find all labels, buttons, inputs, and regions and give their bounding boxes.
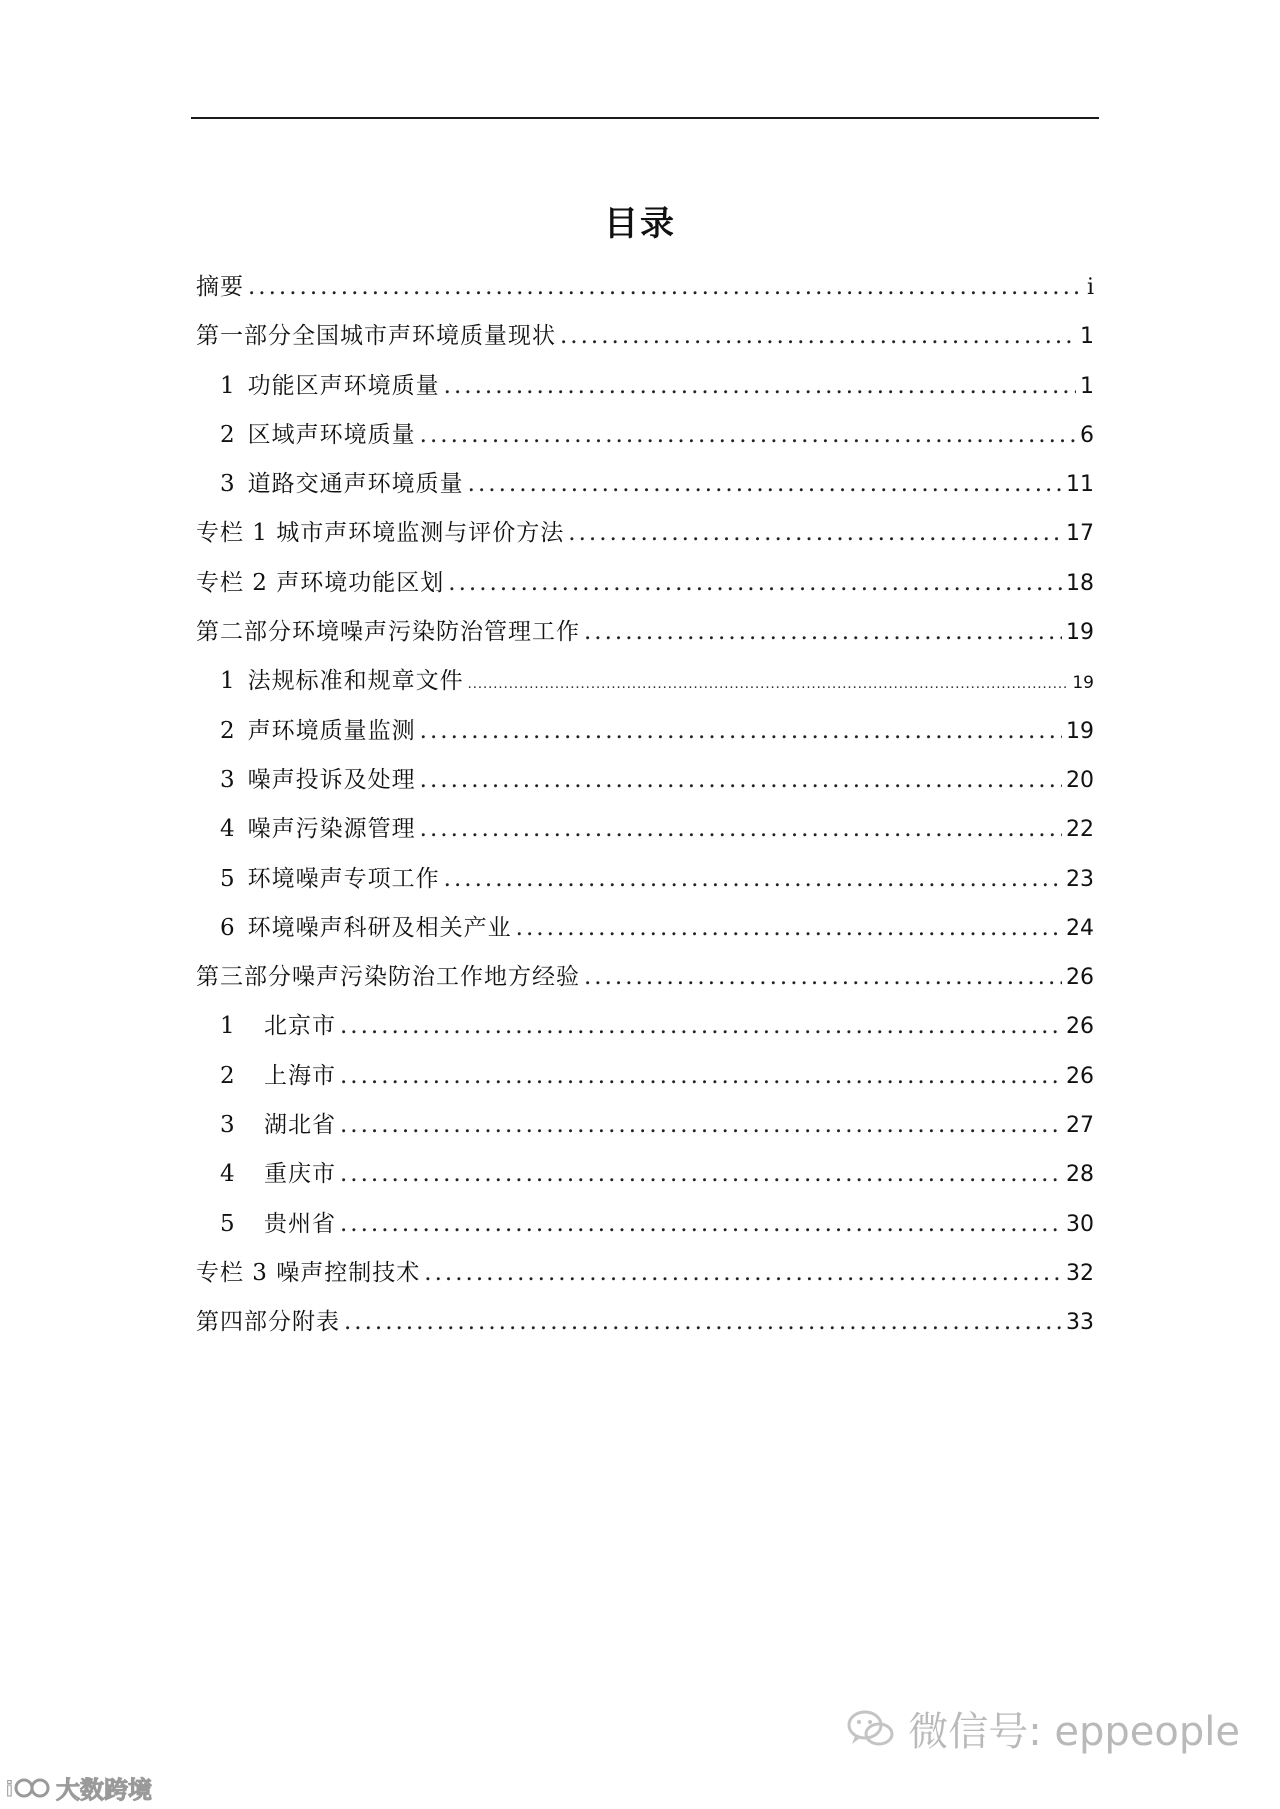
toc-dot-leader — [444, 863, 1062, 895]
toc-page-number: 26 — [1066, 1014, 1094, 1040]
toc-page-number: 27 — [1066, 1113, 1094, 1139]
toc-entry-label: 第二部分环境噪声污染防治管理工作 — [196, 619, 580, 646]
toc-page-number: 33 — [1066, 1310, 1094, 1336]
toc-page-number: 6 — [1080, 422, 1094, 448]
toc-dot-leader — [344, 1306, 1062, 1338]
toc-page-number: 19 — [1072, 673, 1094, 694]
toc-entry[interactable] — [196, 468, 1094, 517]
toc-entry[interactable] — [196, 616, 1094, 665]
toc-entry[interactable] — [196, 1060, 1094, 1109]
toc-entry-label — [264, 1060, 336, 1092]
toc-entry-text: 上海市 — [264, 1062, 336, 1089]
table-of-contents — [196, 271, 1094, 1356]
toc-entry[interactable] — [196, 370, 1094, 419]
toc-dot-leader — [468, 468, 1062, 500]
toc-entry-label: 专栏 2 声环境功能区划 — [196, 569, 445, 596]
toc-entry-text: 贵州省 — [264, 1210, 336, 1237]
toc-entry-text: 法规标准和规章文件 — [247, 668, 464, 695]
toc-dot-leader — [248, 271, 1083, 303]
toc-page-number: 20 — [1066, 767, 1094, 793]
toc-entry-label — [196, 370, 440, 402]
toc-page-number: i — [1086, 275, 1094, 300]
brand-logo — [6, 1770, 152, 1805]
toc-entry[interactable] — [196, 271, 1094, 320]
toc-dot-leader — [444, 370, 1076, 402]
toc-page-number: 1 — [1080, 324, 1094, 350]
toc-entry-number: 3 — [220, 471, 236, 498]
toc-dot-leader — [420, 764, 1062, 796]
toc-page-number: 18 — [1066, 570, 1094, 596]
toc-entry[interactable] — [196, 813, 1094, 862]
toc-dot-leader — [560, 320, 1076, 352]
toc-page-number: 11 — [1066, 472, 1094, 498]
toc-dot-leader — [420, 715, 1062, 747]
toc-entry-number: 3 — [220, 766, 236, 793]
toc-entry-label — [196, 863, 440, 895]
wechat-icon — [846, 1709, 896, 1749]
brand-logo-text: 大数跨境 — [56, 1776, 152, 1804]
toc-entry-text: 道路交通声环境质量 — [247, 471, 464, 498]
svg-text:i: i — [6, 1776, 13, 1801]
toc-entry-number: 2 — [220, 421, 236, 448]
toc-page-number: 19 — [1066, 620, 1094, 646]
toc-page-number: 22 — [1066, 817, 1094, 843]
toc-dot-leader — [340, 1010, 1062, 1042]
toc-dot-leader — [340, 1060, 1062, 1092]
toc-entry-number: 6 — [220, 914, 236, 941]
toc-entry-text: 噪声投诉及处理 — [247, 766, 416, 793]
toc-entry[interactable] — [196, 1109, 1094, 1158]
toc-entry-label — [196, 813, 416, 845]
toc-entry-label: 专栏 3 噪声控制技术 — [196, 1259, 421, 1286]
wechat-watermark — [846, 1700, 1240, 1757]
toc-entry[interactable] — [196, 665, 1094, 714]
brand-logo-icon — [6, 1774, 50, 1802]
toc-entry[interactable] — [196, 1257, 1094, 1306]
toc-page-number: 26 — [1066, 1063, 1094, 1089]
toc-entry-number: 4 — [220, 816, 236, 843]
toc-page-number: 1 — [1080, 373, 1094, 399]
toc-entry-number: 1 — [220, 668, 236, 695]
toc-entry[interactable] — [196, 1208, 1094, 1257]
toc-entry-text: 重庆市 — [264, 1161, 336, 1188]
toc-entry[interactable] — [196, 764, 1094, 813]
toc-entry-label — [196, 912, 512, 944]
toc-entry-number: 2 — [220, 1062, 235, 1089]
toc-entry-label — [196, 419, 416, 451]
toc-dot-leader — [468, 669, 1069, 701]
toc-dot-leader — [420, 419, 1076, 451]
toc-entry-label — [196, 665, 464, 697]
toc-entry-text: 功能区声环境质量 — [247, 372, 440, 399]
toc-entry-label — [196, 715, 416, 747]
toc-entry[interactable] — [196, 419, 1094, 468]
toc-entry[interactable] — [196, 912, 1094, 961]
toc-page-number: 28 — [1066, 1162, 1094, 1188]
toc-entry-text: 北京市 — [264, 1013, 336, 1040]
toc-entry-number: 5 — [220, 1210, 235, 1237]
toc-entry[interactable] — [196, 1306, 1094, 1355]
toc-entry-number: 5 — [220, 865, 236, 892]
toc-dot-leader — [448, 567, 1062, 599]
toc-entry[interactable] — [196, 567, 1094, 616]
toc-entry[interactable] — [196, 320, 1094, 369]
toc-entry-text: 声环境质量监测 — [247, 717, 416, 744]
toc-page-number: 19 — [1066, 718, 1094, 744]
toc-entry-label: 第一部分全国城市声环境质量现状 — [196, 323, 556, 350]
page-title: 目录 — [604, 204, 676, 244]
toc-entry-label — [196, 764, 416, 796]
toc-entry-label — [264, 1158, 336, 1190]
toc-dot-leader — [340, 1158, 1062, 1190]
toc-page-number: 24 — [1066, 915, 1094, 941]
toc-entry[interactable] — [196, 517, 1094, 566]
toc-page-number: 26 — [1066, 965, 1094, 991]
toc-entry-number: 1 — [220, 372, 236, 399]
toc-dot-leader — [424, 1257, 1062, 1289]
toc-entry-label: 摘要 — [196, 274, 244, 300]
toc-dot-leader — [584, 616, 1062, 648]
toc-entry-label: 第四部分附表 — [196, 1309, 340, 1336]
toc-entry-number: 4 — [220, 1161, 235, 1188]
toc-page-number: 32 — [1066, 1260, 1094, 1286]
toc-entry-number: 1 — [220, 1013, 235, 1040]
toc-page-number: 23 — [1066, 866, 1094, 892]
toc-entry[interactable] — [196, 863, 1094, 912]
toc-dot-leader — [340, 1208, 1062, 1240]
toc-dot-leader — [584, 961, 1062, 993]
toc-entry-number: 3 — [220, 1112, 235, 1139]
toc-entry-text: 噪声污染源管理 — [247, 816, 416, 843]
toc-dot-leader — [340, 1109, 1062, 1141]
toc-page-number: 30 — [1066, 1211, 1094, 1237]
toc-page-number: 17 — [1066, 521, 1094, 547]
toc-entry-number: 2 — [220, 717, 236, 744]
toc-entry-label: 第三部分噪声污染防治工作地方经验 — [196, 964, 580, 991]
toc-entry-text: 湖北省 — [264, 1112, 336, 1139]
toc-entry-text: 环境噪声科研及相关产业 — [247, 914, 512, 941]
toc-entry-label — [264, 1208, 336, 1240]
toc-dot-leader — [516, 912, 1062, 944]
toc-entry[interactable] — [196, 715, 1094, 764]
toc-entry-label — [264, 1109, 336, 1141]
toc-entry[interactable] — [196, 961, 1094, 1010]
toc-dot-leader — [420, 813, 1062, 845]
header-rule — [191, 117, 1099, 119]
toc-entry-text: 区域声环境质量 — [247, 421, 416, 448]
toc-dot-leader — [568, 517, 1062, 549]
toc-entry[interactable] — [196, 1010, 1094, 1059]
toc-entry-label — [264, 1010, 336, 1042]
toc-entry-label — [196, 468, 464, 500]
toc-entry-text: 环境噪声专项工作 — [247, 865, 440, 892]
watermark-text: 微信号: eppeople — [908, 1709, 1240, 1755]
toc-entry[interactable] — [196, 1158, 1094, 1207]
toc-entry-label: 专栏 1 城市声环境监测与评价方法 — [196, 520, 565, 547]
